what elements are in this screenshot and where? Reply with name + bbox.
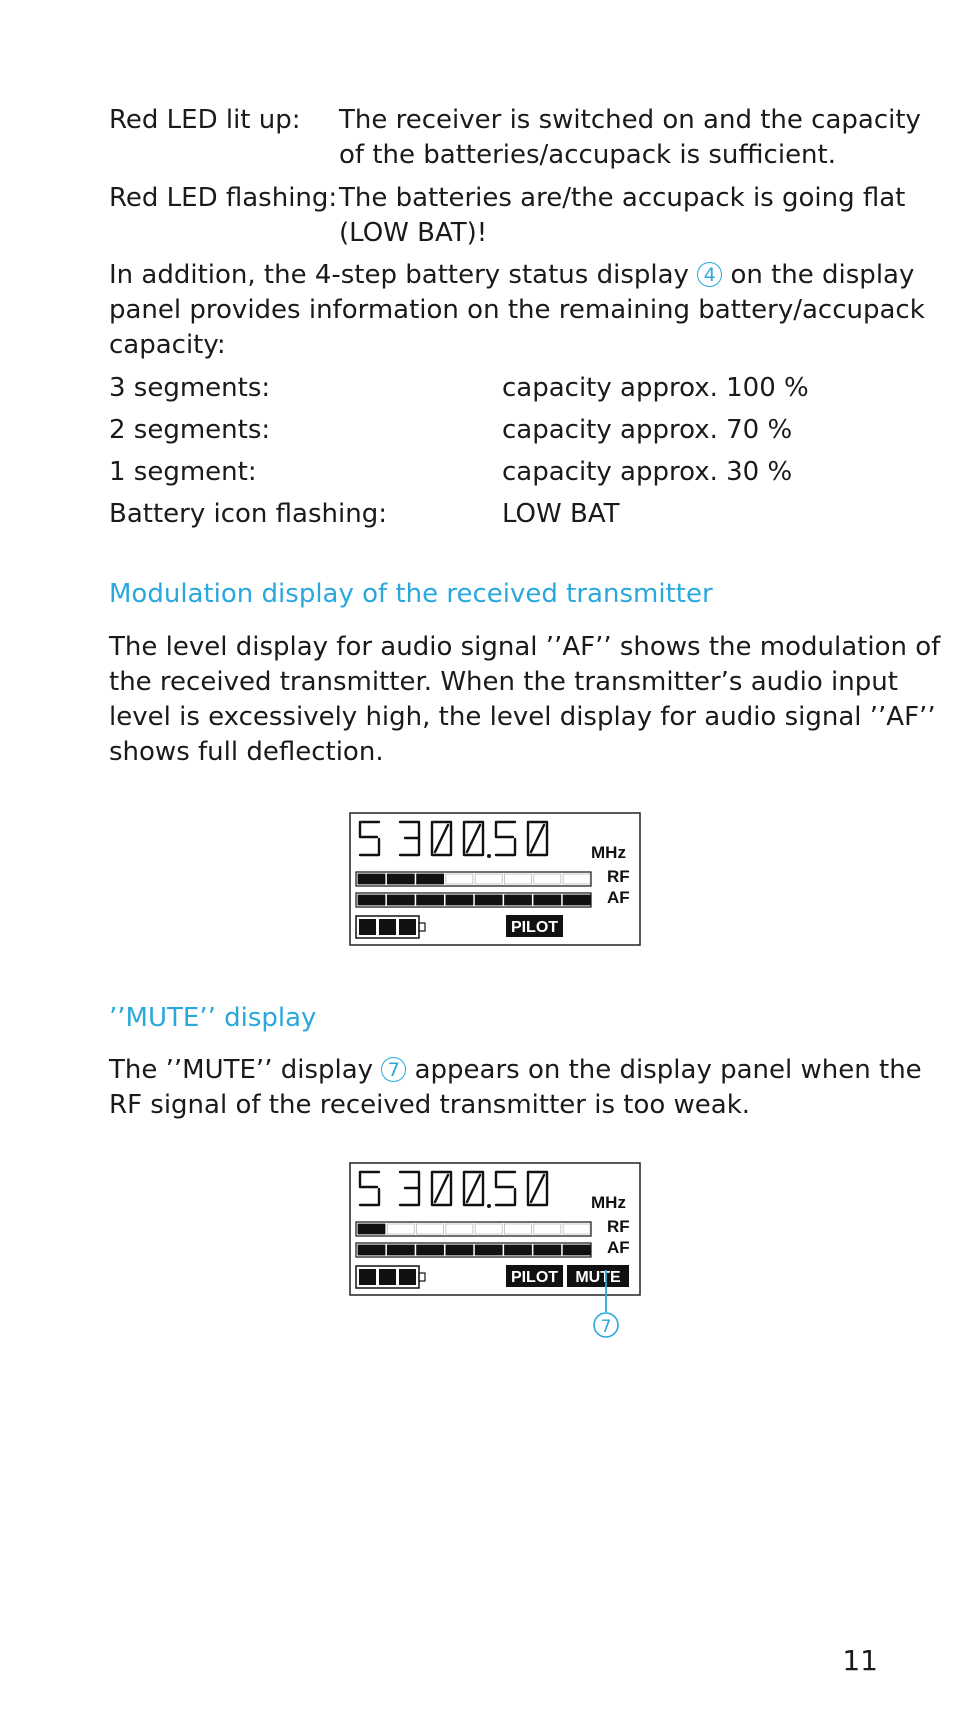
level-segment-lit [417,1245,444,1255]
battery-segment [399,919,416,935]
level-segment-lit [446,895,473,905]
modulation-body-line-1: The level display for audio signal ’’AF’’ shows the modulation of [109,632,941,662]
callout-7-leader [590,1270,630,1340]
capacity-row-value: capacity approx. 30 % [502,457,793,487]
mhz-label: MHz [591,843,626,862]
mute-label: MUTE [575,1269,621,1286]
level-segment-off [475,874,502,884]
level-segment-off [505,874,532,884]
led-lit-label: Red LED lit up: [109,105,301,135]
battery-intro-line-3: capacity: [109,330,226,360]
battery-segment [379,919,396,935]
pilot-label: PILOT [510,1269,559,1286]
level-segment-lit [358,1245,385,1255]
callout-7-label: 7 [600,1317,612,1337]
capacity-row-label: 2 segments: [109,415,271,445]
level-segment-lit [475,1245,502,1255]
modulation-body-line-2: the received transmitter. When the transmitter’s audio input [109,667,898,697]
pilot-label: PILOT [510,919,559,936]
capacity-row-value: LOW BAT [502,499,620,529]
led-flashing-desc-line-1: The batteries are/the accupack is going flat [339,183,906,213]
mhz-label: MHz [591,1193,626,1212]
level-segment-lit [417,874,444,884]
battery-segment [359,1269,376,1285]
lcd-display-modulation [349,812,641,946]
level-segment-lit [387,895,414,905]
level-segment-lit [505,1245,532,1255]
level-segment-off [563,874,590,884]
lcd-decimal-point [487,1204,491,1208]
level-segment-off [534,1224,561,1234]
battery-intro-line-2: panel provides information on the remaining battery/accupack [109,295,925,325]
callout-7-icon: 7 [381,1057,406,1082]
battery-icon [356,916,425,938]
page-number: 11 [842,1644,878,1677]
led-flashing-label: Red LED flashing: [109,183,338,213]
capacity-row-label: Battery icon flashing: [109,499,387,529]
led-flashing-desc-line-2: (LOW BAT)! [339,218,488,248]
led-lit-desc-line-2: of the batteries/accupack is sufficient. [339,140,836,170]
level-segment-lit [358,895,385,905]
level-segment-lit [358,874,385,884]
mute-body-line-2: RF signal of the received transmitter is too weak. [109,1090,751,1120]
led-lit-desc-line-1: The receiver is switched on and the capacity [339,105,921,135]
level-segment-lit [475,895,502,905]
battery-segment [399,1269,416,1285]
level-segment-lit [563,895,590,905]
callout-4-icon: 4 [697,262,722,287]
level-segment-lit [534,895,561,905]
battery-icon [356,1266,425,1288]
level-segment-lit [387,874,414,884]
level-segment-off [446,874,473,884]
capacity-row-value: capacity approx. 70 % [502,415,793,445]
level-segment-off [475,1224,502,1234]
level-segment-off [563,1224,590,1234]
level-segment-off [446,1224,473,1234]
battery-segment [379,1269,396,1285]
modulation-heading: Modulation display of the received transmitter [109,579,713,609]
level-segment-lit [417,895,444,905]
rf-label: RF [607,867,630,886]
capacity-row-label: 3 segments: [109,373,271,403]
battery-intro-line-1: In addition, the 4-step battery status display 4 on the display [109,260,915,290]
af-label: AF [607,888,630,907]
level-segment-off [534,874,561,884]
level-segment-lit [563,1245,590,1255]
level-segment-off [387,1224,414,1234]
modulation-body-line-4: shows full deflection. [109,737,384,767]
level-segment-lit [387,1245,414,1255]
modulation-body-line-3: level is excessively high, the level display for audio signal ’’AF’’ [109,702,936,732]
capacity-row-value: capacity approx. 100 % [502,373,809,403]
mute-body-line-1: The ’’MUTE’’ display 7 appears on the display panel when the [109,1055,922,1085]
capacity-row-label: 1 segment: [109,457,257,487]
level-segment-off [417,1224,444,1234]
battery-segment [359,919,376,935]
rf-label: RF [607,1217,630,1236]
level-segment-lit [358,1224,385,1234]
level-segment-lit [505,895,532,905]
mute-heading: ’’MUTE’’ display [109,1003,317,1033]
lcd-decimal-point [487,854,491,858]
level-segment-lit [534,1245,561,1255]
level-segment-lit [446,1245,473,1255]
af-label: AF [607,1238,630,1257]
level-segment-off [505,1224,532,1234]
